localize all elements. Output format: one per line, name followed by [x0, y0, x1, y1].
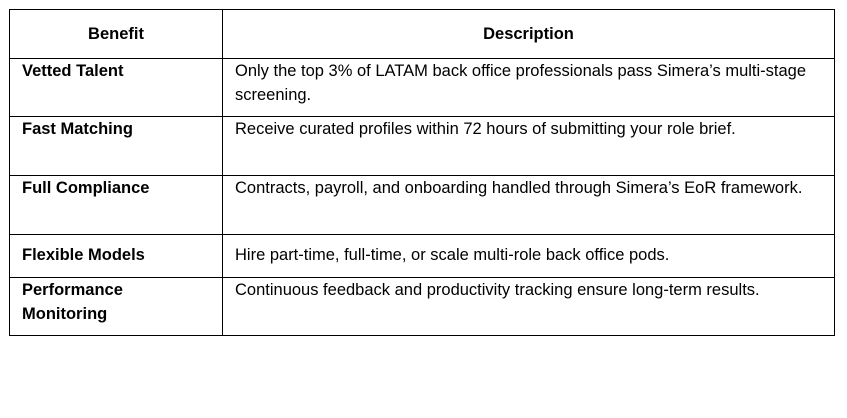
table-body: [10, 59, 835, 336]
benefit-cell: Vetted Talent: [10, 59, 223, 117]
header-benefit: Benefit: [10, 10, 223, 59]
description-cell: Continuous feedback and productivity tracking ensure long-term results.: [223, 278, 835, 336]
table-row: [10, 117, 835, 176]
table-row: [10, 59, 835, 117]
benefits-table: [9, 9, 835, 336]
table-row: [10, 278, 835, 336]
table-row: [10, 176, 835, 235]
table-header: [10, 10, 835, 59]
description-cell: Hire part-time, full-time, or scale multi-role back office pods.: [223, 235, 835, 278]
description-cell: Only the top 3% of LATAM back office professionals pass Simera’s multi-stage screening.: [223, 59, 835, 117]
description-cell: Receive curated profiles within 72 hours of submitting your role brief.: [223, 117, 835, 176]
description-cell: Contracts, payroll, and onboarding handled through Simera’s EoR framework.: [223, 176, 835, 235]
benefit-cell: Full Compliance: [10, 176, 223, 235]
table-row: [10, 235, 835, 278]
header-description: Description: [223, 10, 835, 59]
benefit-cell: Performance Monitoring: [10, 278, 223, 336]
benefit-cell: Flexible Models: [10, 235, 223, 278]
benefit-cell: Fast Matching: [10, 117, 223, 176]
header-row: [10, 10, 835, 59]
